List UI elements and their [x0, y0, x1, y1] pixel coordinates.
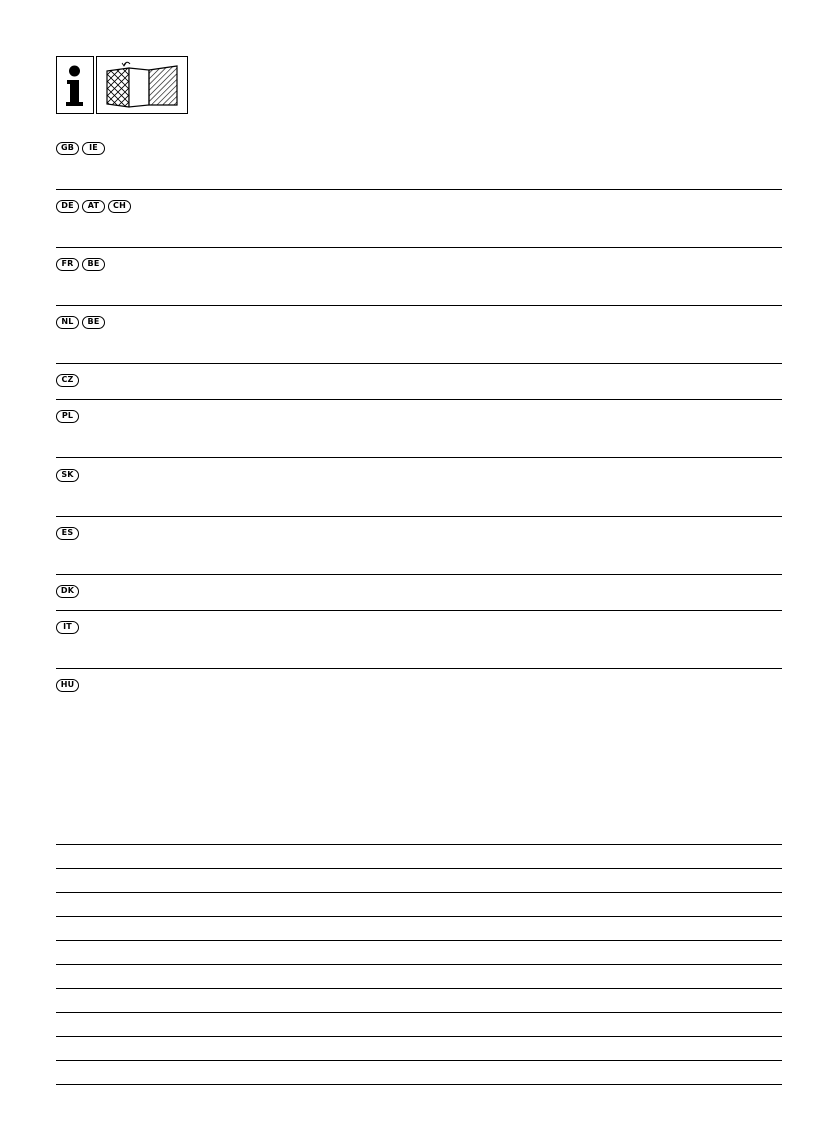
country-code-badge: IE — [82, 142, 105, 155]
blank-line — [56, 844, 782, 845]
blank-line — [56, 1012, 782, 1013]
country-code-badge: PL — [56, 410, 79, 423]
country-code-badge: BE — [82, 316, 105, 329]
language-section-it — [56, 621, 782, 669]
language-section-hu — [56, 679, 782, 829]
country-code-badge: SK — [56, 469, 79, 482]
language-section-fr-be — [56, 258, 782, 306]
information-icons — [56, 56, 188, 114]
language-section-es — [56, 527, 782, 575]
country-code-badge: NL — [56, 316, 79, 329]
blank-line — [56, 940, 782, 941]
country-code-badge: IT — [56, 621, 79, 634]
blank-line — [56, 1084, 782, 1085]
blank-line — [56, 868, 782, 869]
info-icon — [56, 56, 94, 114]
language-section-de-at-ch — [56, 200, 782, 248]
country-code-badge: DE — [56, 200, 79, 213]
language-section-cz — [56, 374, 782, 400]
language-section-gb-ie — [56, 142, 782, 190]
blank-line — [56, 1036, 782, 1037]
open-booklet-icon — [96, 56, 188, 114]
language-section-sk — [56, 469, 782, 517]
blank-line — [56, 964, 782, 965]
country-code-badge: FR — [56, 258, 79, 271]
country-code-badge: CZ — [56, 374, 79, 387]
country-code-badge: AT — [82, 200, 105, 213]
country-code-badge: CH — [108, 200, 131, 213]
language-section-nl-be — [56, 316, 782, 364]
country-code-badge: HU — [56, 679, 79, 692]
country-code-badge: GB — [56, 142, 79, 155]
blank-line — [56, 1060, 782, 1061]
country-code-badge: ES — [56, 527, 79, 540]
language-section-dk — [56, 585, 782, 611]
blank-line — [56, 988, 782, 989]
blank-line — [56, 916, 782, 917]
language-section-pl — [56, 410, 782, 458]
country-code-badge: DK — [56, 585, 79, 598]
blank-line — [56, 892, 782, 893]
country-code-badge: BE — [82, 258, 105, 271]
